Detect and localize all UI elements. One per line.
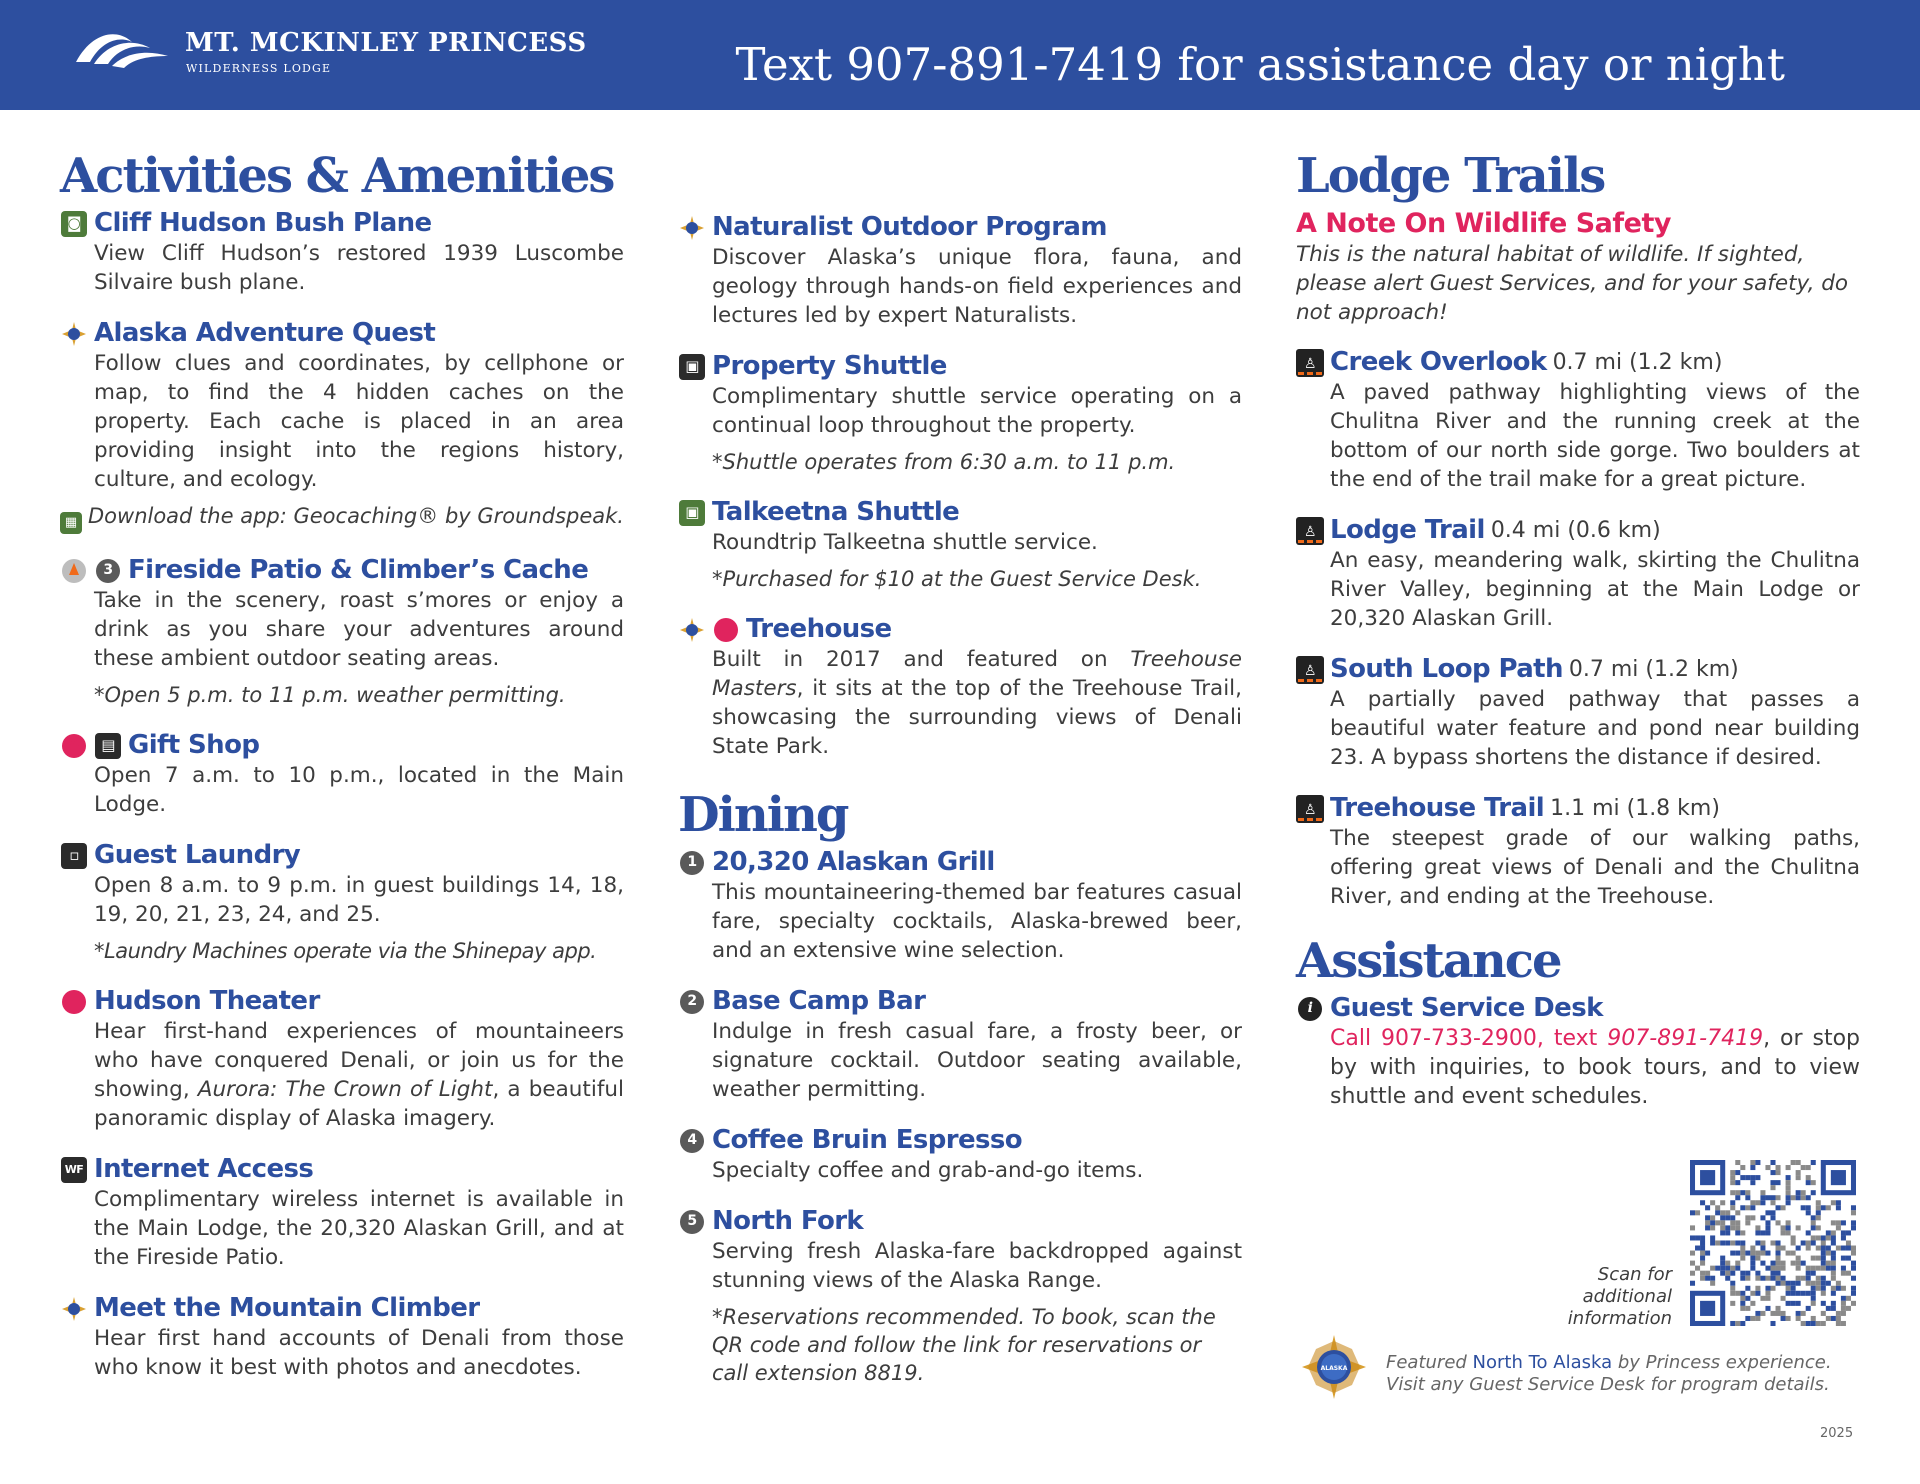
item-note: *Purchased for $10 at the Guest Service Desk. (712, 567, 1202, 591)
medal-label: ALASKA (1320, 1365, 1348, 1372)
hiker-icon: ♙ (1296, 656, 1324, 684)
trail-item (1296, 515, 1860, 633)
item-desc: Roundtrip Talkeetna shuttle service. (712, 530, 1098, 555)
item-title: Guest Laundry (94, 840, 301, 870)
assistance-item (1296, 993, 1860, 1111)
activity-item (60, 555, 624, 709)
logo-name: MT. MCKINLEY PRINCESS (185, 28, 587, 58)
desc-text: , a beautiful panoramic display of Alaska imagery. (94, 1077, 624, 1131)
activity-item (678, 497, 1242, 593)
map-badge-2 (678, 988, 706, 1016)
item-desc (1330, 1024, 1860, 1111)
desc-text: Hear first-hand experiences of mountaineers who have conquered Denali, or join us for the showing, (94, 1019, 624, 1102)
item-desc: Take in the scenery, roast s’mores or enjoy a drink as you share your adventures around these ambient outdoor seating areas. (94, 588, 624, 671)
trails-column (1296, 150, 1860, 1132)
dining-item (678, 1125, 1242, 1185)
north-to-alaska-medal-icon (60, 1295, 88, 1323)
trail-distance: 0.7 mi (1.2 km) (1568, 657, 1739, 682)
dining-title: Dining (678, 787, 848, 843)
shopping-bag-icon: ▤ (94, 732, 122, 760)
item-desc: The steepest grade of our walking paths, offering great views of Denali and the Chulitna River, and ending at the Treehouse. (1330, 826, 1860, 909)
north-to-alaska-medal-icon (60, 320, 88, 348)
badge-number: 4 (680, 1129, 704, 1153)
item-desc: Specialty coffee and grab-and-go items. (712, 1158, 1144, 1183)
item-desc: Open 7 a.m. to 10 p.m., located in the Main Lodge. (94, 763, 624, 817)
item-note: *Open 5 p.m. to 11 p.m. weather permitting. (94, 683, 566, 707)
activity-item (60, 1293, 624, 1382)
wildlife-note-title: A Note On Wildlife Safety (1296, 208, 1671, 239)
item-title: Coffee Bruin Espresso (712, 1125, 1023, 1155)
item-desc (712, 645, 1242, 761)
logo-subtitle: WILDERNESS LODGE (186, 62, 332, 75)
item-title: 20,320 Alaskan Grill (712, 847, 995, 877)
desc-emphasis: Treehouse Masters (712, 647, 1242, 701)
featured-text: by Princess experience. (1612, 1352, 1832, 1373)
item-title: Naturalist Outdoor Program (712, 212, 1107, 242)
trail-distance: 0.7 mi (1.2 km) (1552, 350, 1723, 375)
item-title: Creek Overlook (1330, 347, 1547, 377)
featured-line2: Visit any Guest Service Desk for program details. (1386, 1374, 1830, 1395)
middle-column (678, 212, 1242, 1408)
item-title: Talkeetna Shuttle (712, 497, 960, 527)
item-title: Property Shuttle (712, 351, 947, 381)
wildlife-note-text: This is the natural habitat of wildlife. If sighted, please alert Guest Services, and for your safety, do not approach! (1296, 242, 1849, 325)
item-desc: A paved pathway highlighting views of the Chulitna River and the running creek at the bottom of our north side gorge. Two boulders at the end of the trail make for a great picture. (1330, 380, 1860, 492)
item-title: Hudson Theater (94, 986, 320, 1016)
map-badge-5 (678, 1208, 706, 1236)
item-title: Meet the Mountain Climber (94, 1293, 480, 1323)
activity-item (60, 986, 624, 1133)
campfire-icon (60, 557, 88, 585)
trail-item (1296, 347, 1860, 494)
activity-item (60, 318, 624, 534)
item-title: South Loop Path (1330, 654, 1563, 684)
shuttle-bus-icon: ▣ (678, 353, 706, 381)
desc-emphasis: Aurora: The Crown of Light (197, 1077, 493, 1102)
info-icon: i (1296, 995, 1324, 1023)
map-badge-3 (94, 557, 122, 585)
wifi-icon: WF (60, 1156, 88, 1184)
activity-item (60, 840, 624, 965)
qr-code[interactable] (1690, 1160, 1856, 1326)
badge-number: 1 (680, 851, 704, 875)
map-badge-b (60, 988, 88, 1016)
item-note: *Reservations recommended. To book, scan the QR code and follow the link for reservations or call extension 8819. (712, 1305, 1216, 1385)
map-badge-c (712, 616, 740, 644)
item-title: Gift Shop (128, 730, 260, 760)
dining-item (678, 847, 1242, 965)
assistance-banner: Text 907-891-7419 for assistance day or night (735, 38, 1785, 91)
item-desc: Open 8 a.m. to 9 p.m. in guest buildings 14, 18, 19, 20, 21, 23, 24, and 25. (94, 873, 624, 927)
featured-brand: North To Alaska (1472, 1352, 1613, 1373)
activity-item (60, 730, 624, 819)
item-title: North Fork (712, 1206, 864, 1236)
item-desc: An easy, meandering walk, skirting the Chulitna River Valley, beginning at the Main Lodge or 20,320 Alaskan Grill. (1330, 548, 1860, 631)
map-badge-a (60, 732, 88, 760)
activity-item (678, 212, 1242, 330)
item-note: *Laundry Machines operate via the Shinepay app. (94, 939, 597, 963)
badge-number: 3 (96, 559, 120, 583)
item-title: Cliff Hudson Bush Plane (94, 208, 432, 238)
item-desc: Complimentary shuttle service operating on a continual loop throughout the property. (712, 384, 1242, 438)
note-text: Download the app: Geocaching® by Groundspeak. (88, 504, 624, 528)
north-to-alaska-medal-icon (678, 214, 706, 242)
item-title: Treehouse Trail (1330, 793, 1545, 823)
item-title: Fireside Patio & Climber’s Cache (128, 555, 589, 585)
trail-distance: 0.4 mi (0.6 km) (1490, 518, 1661, 543)
activities-column (60, 150, 624, 1403)
item-desc: Discover Alaska’s unique flora, fauna, and geology through hands-on field experiences and lectures led by expert Naturalists. (712, 245, 1242, 328)
item-desc: Hear first hand accounts of Denali from those who know it best with photos and anecdotes. (94, 1326, 624, 1380)
activity-item (678, 351, 1242, 476)
item-desc (94, 1017, 624, 1133)
call-text: Call 907-733-2900, text (1330, 1026, 1608, 1051)
camera-icon: ◙ (60, 210, 88, 238)
item-title: Treehouse (746, 614, 892, 644)
app-icon: ▦ (60, 512, 82, 534)
assistance-title: Assistance (1296, 933, 1561, 989)
item-note (64, 502, 624, 534)
qr-caption: Scan for additional information (1567, 1264, 1672, 1329)
dining-item (678, 1206, 1242, 1387)
text-number: 907-891-7419 (1607, 1026, 1764, 1051)
item-title: Lodge Trail (1330, 515, 1485, 545)
badge-letter: A (62, 734, 86, 758)
hiker-icon: ♙ (1296, 517, 1324, 545)
north-to-alaska-medal-icon (1302, 1335, 1366, 1399)
hiker-icon: ♙ (1296, 349, 1324, 377)
map-badge-4 (678, 1127, 706, 1155)
item-desc: This mountaineering-themed bar features casual fare, specialty cocktails, Alaska-brewed beer, and an extensive wine selection. (712, 880, 1242, 963)
item-title: Alaska Adventure Quest (94, 318, 436, 348)
washing-machine-icon: ▫ (60, 842, 88, 870)
desc-text: , or stop by with inquiries, to book tours, and to view shuttle and event schedules. (1330, 1026, 1861, 1109)
badge-letter: B (62, 990, 86, 1014)
trail-item (1296, 654, 1860, 772)
item-note: *Shuttle operates from 6:30 a.m. to 11 p.m. (712, 450, 1176, 474)
item-desc: Complimentary wireless internet is available in the Main Lodge, the 20,320 Alaskan Grill, and at the Fireside Patio. (94, 1187, 624, 1270)
activity-item (678, 614, 1242, 761)
item-desc: View Cliff Hudson’s restored 1939 Luscombe Silvaire bush plane. (94, 241, 624, 295)
item-desc: Serving fresh Alaska-fare backdropped against stunning views of the Alaska Range. (712, 1239, 1242, 1293)
item-title: Guest Service Desk (1330, 993, 1603, 1023)
princess-wave-logo-icon (72, 22, 172, 74)
map-badge-1 (678, 849, 706, 877)
year-label: 2025 (1820, 1426, 1854, 1441)
activity-item (60, 1154, 624, 1272)
badge-number: 5 (680, 1210, 704, 1234)
featured-text: Featured (1386, 1352, 1473, 1373)
badge-letter: C (714, 618, 738, 642)
featured-note (1386, 1352, 1832, 1396)
north-to-alaska-medal-icon (678, 616, 706, 644)
desc-text: Built in 2017 and featured on (712, 647, 1131, 672)
hiker-icon: ♙ (1296, 795, 1324, 823)
shuttle-bus-icon: ▣ (678, 499, 706, 527)
trail-distance: 1.1 mi (1.8 km) (1550, 796, 1720, 821)
activities-title: Activities & Amenities (60, 148, 614, 204)
item-title: Internet Access (94, 1154, 314, 1184)
badge-number: 2 (680, 990, 704, 1014)
item-desc: A partially paved pathway that passes a beautiful water feature and pond near building 23. A bypass shortens the distance if desired. (1330, 687, 1860, 770)
item-desc: Indulge in fresh casual fare, a frosty beer, or signature cocktail. Outdoor seating available, weather permitting. (712, 1019, 1242, 1102)
dining-item (678, 986, 1242, 1104)
item-desc: Follow clues and coordinates, by cellphone or map, to find the 4 hidden caches on the property. Each cache is placed in an area providing insight into the regions history, culture, and ecology. (94, 351, 624, 492)
item-title: Base Camp Bar (712, 986, 926, 1016)
trail-item (1296, 793, 1860, 911)
desc-text: , it sits at the top of the Treehouse Trail, showcasing the surrounding views of Denali State Park. (712, 676, 1242, 759)
activity-item (60, 208, 624, 297)
trails-title: Lodge Trails (1296, 148, 1605, 204)
header-bar (0, 0, 1920, 110)
